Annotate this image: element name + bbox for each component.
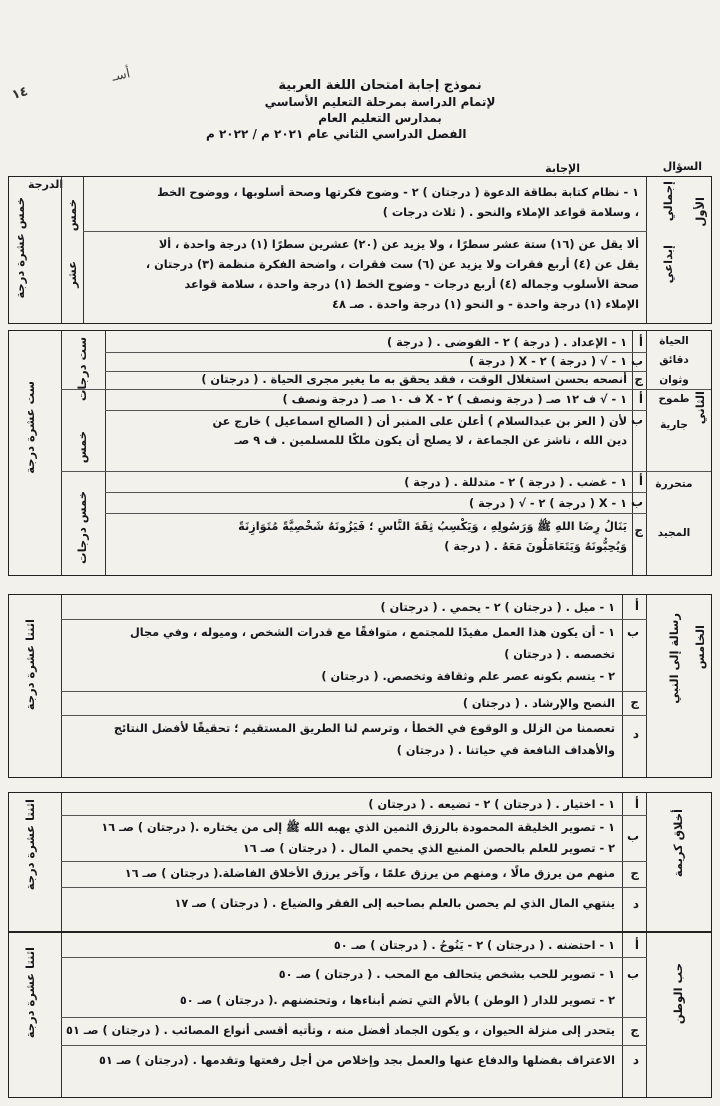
q2-word: وثوان [659,374,689,386]
q1-line: ألا يقل عن (١٦) ستة عشر سطرًا ، ولا يزيد عن (٢٠) عشرين سطرًا (١) درجة واحدة ، ألا [158,238,639,251]
q5-answer: ١ - تصوير للحب بشخص يتحالف مع المحب . ( درجتان ) صـ ٥٠ [278,968,615,981]
q4-answer: ينتهي المال الذي لم يحصن بالعلم بصاحبه إلى الفقر والضياع . ( درجتان ) صـ ١٧ [174,897,615,910]
q1-tag-1: إجمالي [661,181,675,222]
q2-letter: أ [638,335,643,349]
q2-letter: ب [630,413,643,427]
document-header [190,78,570,142]
q1-side-label: الأول [693,197,707,227]
q2-answer: ١ - √ ف ١٢ صـ ( درجة ونصف ) ٢ - X ف ١٠ صـ ( درجة ونصف ) [282,393,627,406]
q1-line: صحة الأسلوب وجماله (٤) أربع درجات - وضوح الخط (١) درجة واحدة ، سلامة قواعد [184,278,639,291]
question-4-box [8,792,712,932]
q2-answer: دين الله ، ناشز عن الجماعة ، لا يصلح أن يكون ملكًا للمسلمين . ف ٩ صـ [234,434,627,447]
q1-tag-2: إبداعي [661,245,675,284]
col-header-question: السؤال [662,160,702,173]
col-header-answer: الإجابة [545,162,580,175]
q5-answer: يتحدر إلى منزلة الحيوان ، و يكون الجماد أفضل منه ، وتأتيه أقسى أنواع المصائب . ( درجتان ) صـ ٥١ [66,1024,615,1037]
q4-answer: ١ - تصوير الخليقة المحمودة بالرزق الثمين الذي يهبه الله ﷺ إلى من يختاره .( درجتان ) صـ ١٦ [101,821,615,834]
exam-title: نموذج إجابة امتحان اللغة العربية [278,78,482,93]
q2-letter: ب [630,354,643,368]
q2-letter: أ [638,392,643,406]
q3-answer: تعصمنا من الزلل و الوقوع في الخطأ ، وترسم لنا الطريق المستقيم ؛ تحقيقًا لأفضل النتائج [113,722,615,735]
col-header-grade: الدرجة [28,178,64,191]
q4-letter: ب [626,829,639,843]
exam-schools: بمدارس التعليم العام [318,111,442,125]
q2-letter: ج [634,523,643,537]
q1-line: يقل عن (٤) أربع فقرات ولا يزيد عن (٦) ست فقرات ، واضحة الفكرة منظمة (٣) درجتان ، [145,258,639,271]
q2-letter: أ [638,474,643,488]
q3-tag: رسالة إلى النبي [667,613,681,704]
q3-answer: ١ - أن يكون هذا العمل مفيدًا للمجتمع ، متوافقًا مع قدرات الشخص ، وميوله ، وفي مجال [129,626,615,639]
q5-letter: ب [626,967,639,981]
q5-letter: أ [634,938,639,952]
corner-mark-number: ١٤ [10,83,30,104]
q5-answer: الاعتراف بفضلها والدفاع عنها والعمل بجد وإخلاص من أجل رفعتها وتقدمها . (درجتان ) صـ ٥١ [99,1054,615,1067]
exam-stage: لإتمام الدراسة بمرحلة التعليم الأساسي [264,95,496,109]
q2-word: الحياة [659,335,689,347]
q2-answer: ١ - الإعداد . ( درجة ) ٢ - الفوضى . ( درجة ) [386,336,627,349]
q5-side-label: حب الوطن [671,963,685,1025]
q2-word: متحررة [655,478,693,490]
q5-answer: ١ - احتضنه . ( درجتان ) ٢ - يَنُوحُ . ( درجتان ) صـ ٥٠ [333,939,615,952]
question-3-box [8,594,712,778]
q2-letter: ج [634,372,643,386]
q2-answer: ١ - √ ( درجة ) ٢ - X ( درجة ) [469,355,627,368]
question-1-box [8,176,712,324]
q3-grade-total: اثنتا عشرة درجة [23,619,37,711]
q2-answer: ١ - غضب . ( درجة ) ٢ - متدللة . ( درجة ) [404,476,627,489]
q3-answer: ١ - ميل . ( درجتان ) ٢ - يحمي . ( درجتان ) [380,601,615,614]
q2-word: جارية [660,419,688,431]
q4-letter: د [632,897,639,911]
q4-answer: منهم من يرزق مالًا ، ومنهم من يرزق علمًا ، وآخر يرزق الأخلاق الفاضلة.( درجتان ) صـ ١٦ [124,867,615,880]
q5-grade-total: اثنتا عشرة درجة [23,947,37,1039]
q2-answer: لأن ( العز بن عبدالسلام ) أعلن على المنبر أن ( الصالح اسماعيل ) خارج عن [212,415,627,428]
q3-answer: ٢ - يتسم بكونه عصر علم وثقافة وتخصص. ( درجتان ) [321,670,615,683]
q2-letter: ب [630,495,643,509]
q2-grade-total: ست عشرة درجة [23,381,37,474]
q4-grade-total: اثنتا عشرة درجة [23,799,37,891]
q1-line: ، وسلامة قواعد الإملاء والنحو . ( ثلاث درجات ) [382,206,639,219]
q5-letter: ج [630,1023,639,1037]
q3-side-label: الخامس [693,625,707,670]
q1-grade-total: خمس عشرة درجة [13,197,27,299]
q4-letter: ج [630,866,639,880]
q2-grade-sub2: خمس [75,431,89,464]
q5-letter: د [632,1053,639,1067]
q3-answer: تخصصه . ( درجتان ) [504,648,615,661]
q4-answer: ٢ - تصوير للعلم بالحصن المنيع الذي يحمي المال . ( درجتان ) صـ ١٦ [242,842,615,855]
q3-letter: أ [634,599,639,613]
q1-line: ١ - نظام كتابة بطاقة الدعوة ( درجتان ) ٢ - وضوح فكرتها وصحة أسلوبها ، ووضوح الخط [157,186,639,199]
q2-grade-sub1: ست درجات [75,337,89,402]
corner-mark-handwriting: أسـ [110,66,132,85]
q2-answer: وَيُحِبُّونَهُ وَيَتَعَامَلُونَ مَعَهُ . ( درجة ) [444,540,627,553]
q2-answer: ١ - X ( درجة ) ٢ - √ ( درجة ) [469,497,627,510]
exam-term: الفصل الدراسي الثاني عام ٢٠٢١ م / ٢٠٢٢ م [206,127,467,141]
q3-letter: ج [630,695,639,709]
q4-answer: ١ - اختيار . ( درجتان ) ٢ - تضيعه . ( درجتان ) [368,798,615,811]
q2-word: طموح [658,393,690,405]
q1-grade-a: خمس [65,199,79,232]
question-5-box [8,932,712,1098]
q1-grade-b: عشر [65,261,79,288]
question-2-box [8,330,712,576]
q2-side-label: الثاني [693,391,707,425]
q5-answer: ٢ - تصوير للدار ( الوطن ) بالأم التي تضم أبناءها ، وتحتضنهم .( درجتان ) صـ ٥٠ [179,994,615,1007]
q2-word: المجيد [657,527,691,539]
q2-answer: يَنَالُ رِضَا اللهِ ﷺ وَرَسُولِهِ ، وَيَكْسِبُ ثِقَةَ النَّاسِ ؛ فَيَزُونَهُ شَخْصِيَّةً مُتَوَازِنَةً [238,520,627,533]
q3-letter: ب [626,625,639,639]
q3-answer: النصح والإرشاد . ( درجتان ) [462,697,615,710]
q2-answer: أنصحه بحسن استغلال الوقت ، فقد يحقق به ما يغير مجرى الحياة . ( درجتان ) [201,373,627,386]
q3-answer: والأهداف النافعة في حياتنا . ( درجتان ) [396,744,615,757]
q1-line: الإملاء (١) درجة واحدة - و النحو (١) درجة واحدة . صـ ٤٨ [332,298,639,311]
q2-grade-sub3: خمس درجات [75,491,89,564]
q4-letter: أ [634,797,639,811]
q4-side-label: أخلاق كريمة [671,809,685,878]
q2-word: دقائق [659,354,689,366]
q3-letter: د [632,727,639,741]
